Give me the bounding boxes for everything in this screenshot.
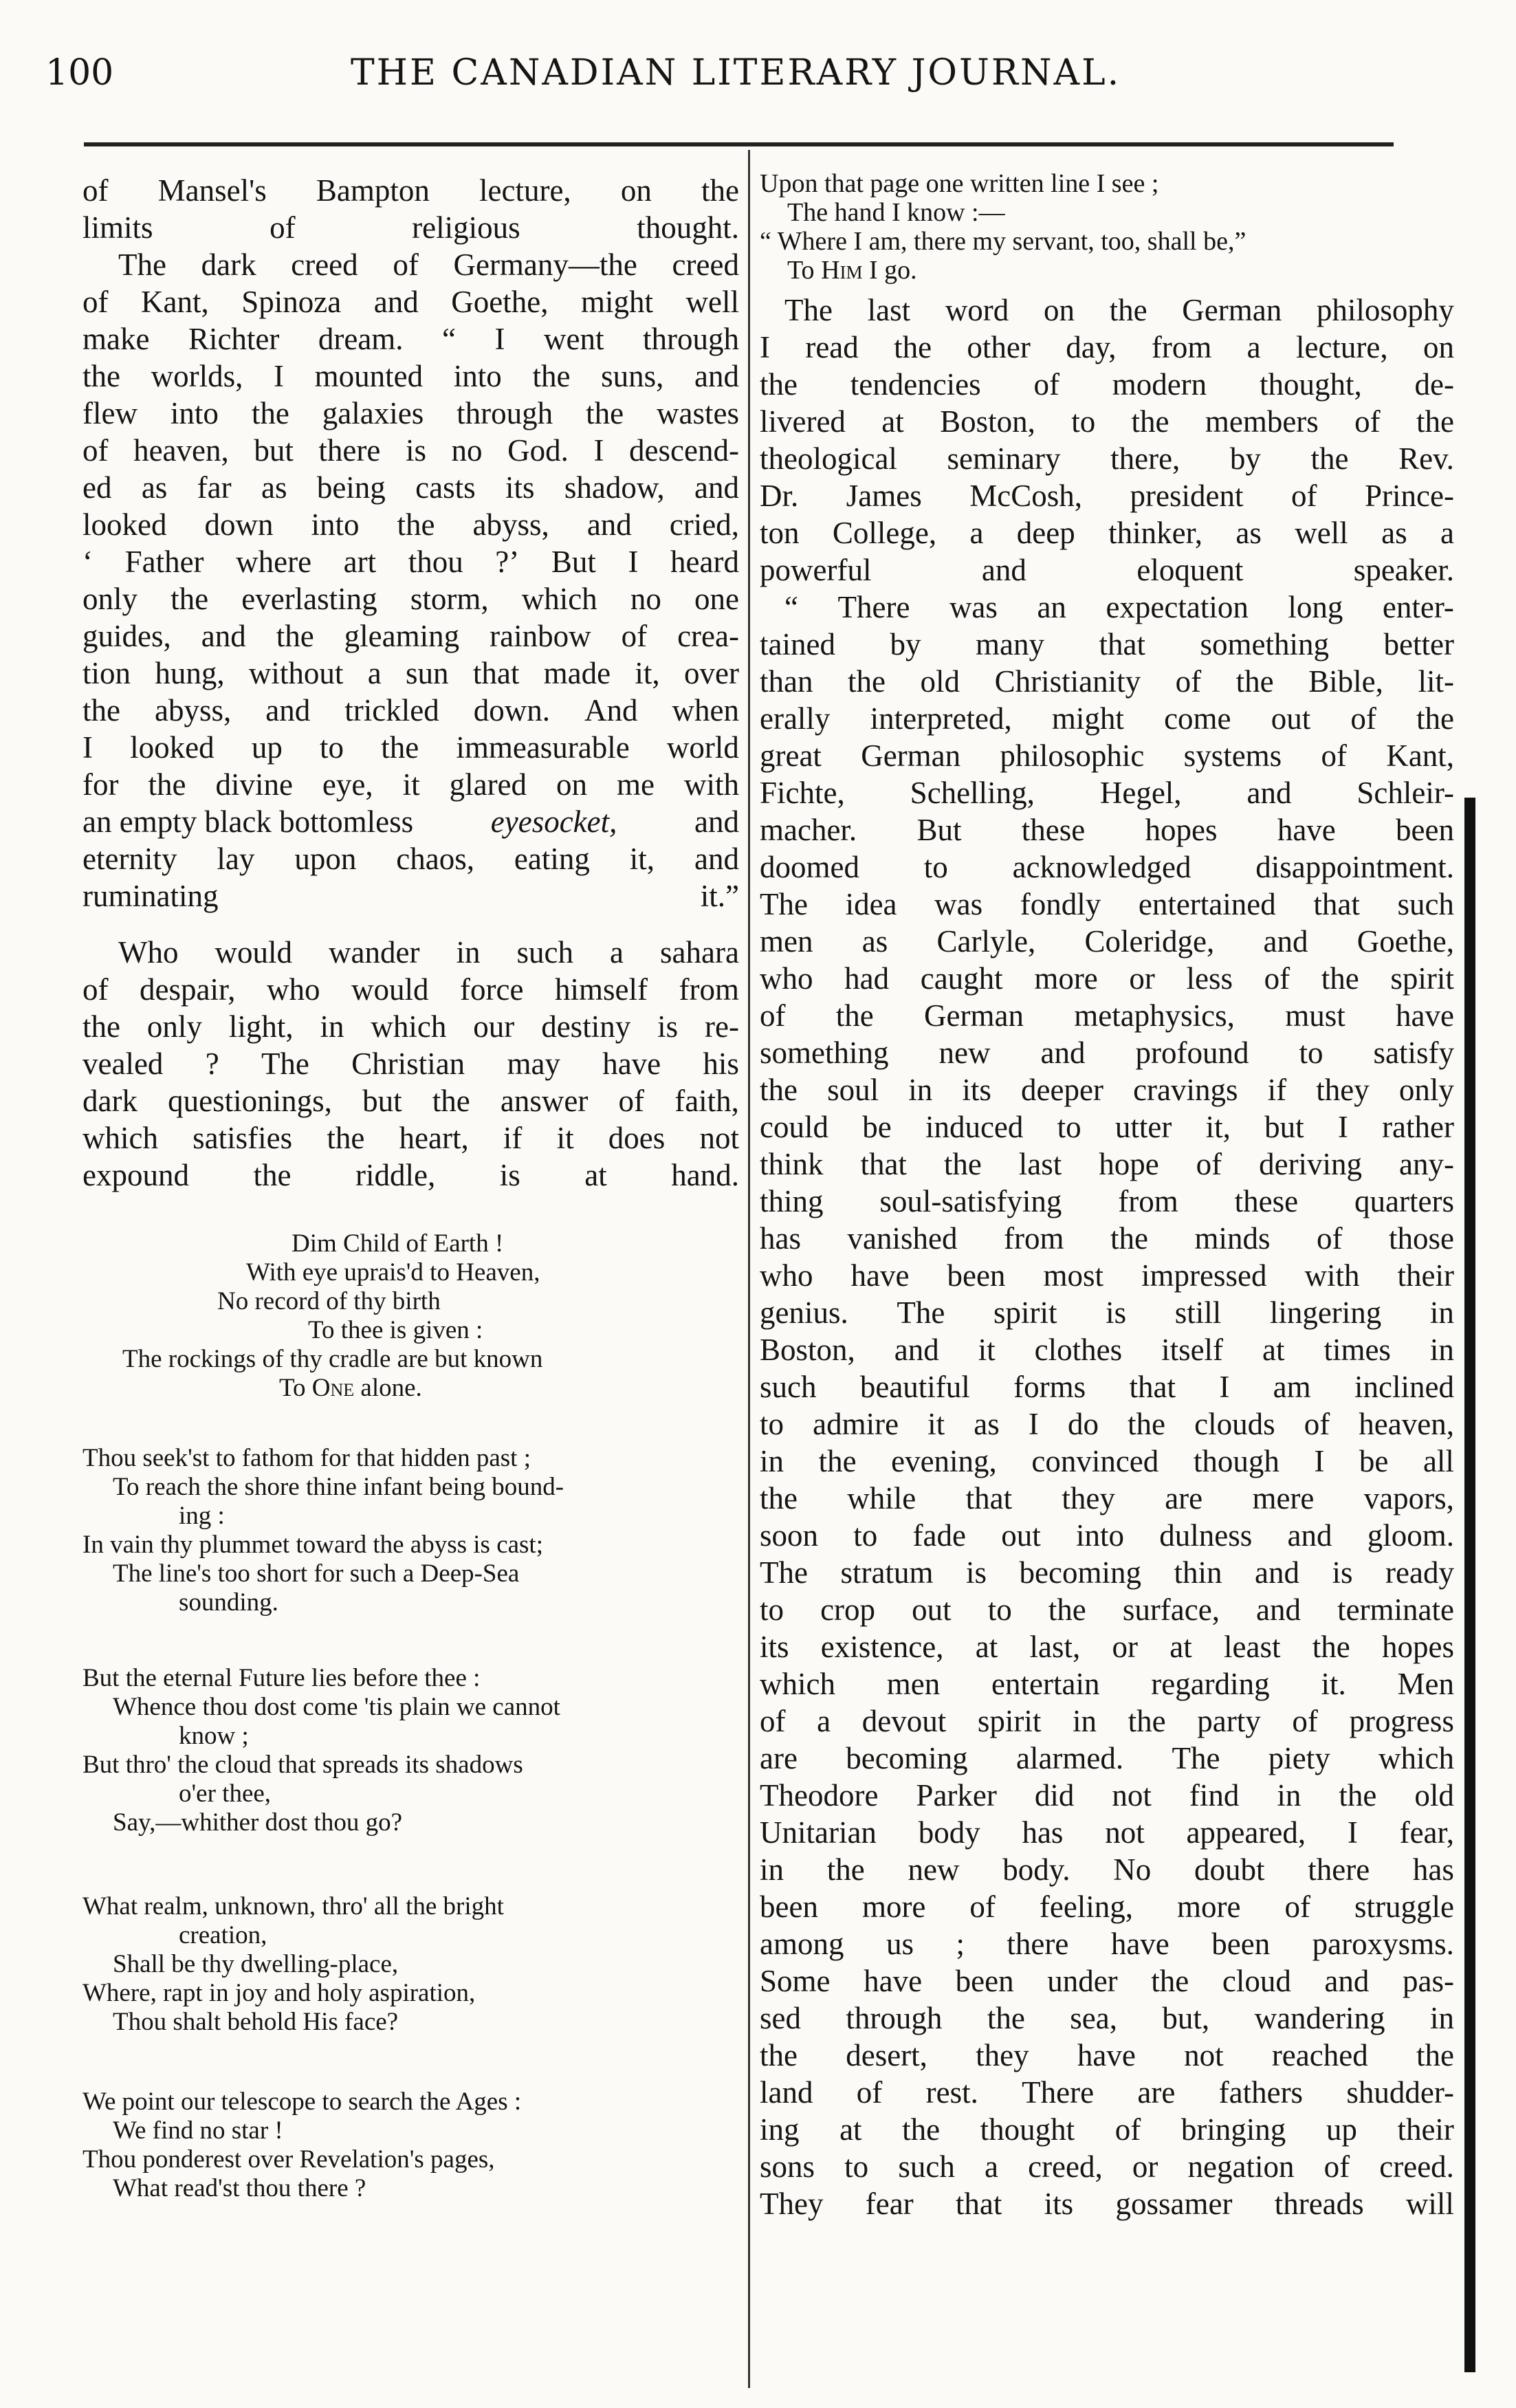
text-line: sons to such a creed, or negation of creed. — [760, 2149, 1454, 2184]
poem-word: To — [787, 256, 815, 285]
poem-stanza-5 — [83, 2088, 739, 2203]
poem-line: Upon that page one written line I see ; — [760, 169, 1159, 198]
poem-line: know ; — [179, 1722, 249, 1750]
poem-line: In vain thy plummet toward the abyss is cast; — [83, 1531, 543, 1559]
text-line: The dark creed of Germany—the creed — [118, 248, 739, 282]
text-line: think that the last hope of deriving any- — [760, 1147, 1454, 1181]
poem-line: Whence thou dost come 'tis plain we cannot — [113, 1693, 560, 1721]
poem-line: To reach the shore thine infant being bound- — [113, 1473, 564, 1501]
text-line: among us ; there have been paroxysms. — [760, 1927, 1454, 1961]
poem-line: “ Where I am, there my servant, too, shall be,” — [760, 227, 1246, 256]
text-fragment: and — [694, 805, 739, 839]
text-line: ed as far as being casts its shadow, and — [83, 470, 739, 505]
text-line: ing at the thought of bringing up their — [760, 2112, 1454, 2147]
text-line: The idea was fondly entertained that such — [760, 887, 1454, 921]
text-line: the only light, in which our destiny is re- — [83, 1009, 739, 1044]
text-line: the abyss, and trickled down. And when — [83, 693, 739, 727]
poem-line: The rockings of thy cradle are but known — [122, 1345, 543, 1373]
poem-line: Where, rapt in joy and holy aspiration, — [83, 1979, 476, 2007]
text-line: something new and profound to satisfy — [760, 1036, 1454, 1070]
text-line: of heaven, but there is no God. I descend- — [83, 433, 739, 468]
poem-line: Dim Child of Earth ! — [292, 1229, 504, 1258]
poem-line: To thee is given : — [308, 1316, 483, 1344]
poem-line: Say,—whither dost thou go? — [113, 1808, 403, 1837]
text-line: powerful and eloquent speaker. — [760, 553, 1454, 587]
page-number: 100 — [45, 52, 114, 94]
text-line: its existence, at last, or at least the hopes — [760, 1630, 1454, 1664]
poem-line: With eye uprais'd to Heaven, — [246, 1258, 540, 1287]
text-line: the while that they are mere vapors, — [760, 1481, 1454, 1515]
paragraph-sahara — [83, 934, 739, 1194]
paragraph-continued — [83, 172, 739, 246]
text-line: great German philosophic systems of Kant, — [760, 738, 1454, 773]
text-line: for the divine eye, it glared on me with — [83, 767, 739, 802]
text-line — [83, 803, 739, 840]
text-line: Fichte, Schelling, Hegel, and Schleir- — [760, 776, 1454, 810]
poem-line: The line's too short for such a Deep-Sea — [113, 1559, 520, 1588]
text-line: thing soul-satisfying from these quarters — [760, 1184, 1454, 1218]
text-line: ‘ Father where art thou ?’ But I heard — [83, 545, 739, 579]
text-line: been more of feeling, more of struggle — [760, 1890, 1454, 1924]
text-line: to admire it as I do the clouds of heaven, — [760, 1407, 1454, 1441]
text-line: I looked up to the immeasurable world — [83, 730, 739, 765]
text-line: The stratum is becoming thin and is ready — [760, 1555, 1454, 1590]
text-line: flew into the galaxies through the wastes — [83, 396, 739, 430]
text-line: of a devout spirit in the party of progress — [760, 1704, 1454, 1738]
poem-word: alone. — [360, 1374, 422, 1402]
text-line: the worlds, I mounted into the suns, and — [83, 359, 739, 393]
text-line: of the German metaphysics, must have — [760, 998, 1454, 1033]
text-line: vealed ? The Christian may have his — [83, 1047, 739, 1081]
paragraph-richter — [83, 246, 739, 915]
text-fragment: an empty black bottomless — [83, 805, 414, 839]
text-line: livered at Boston, to the members of the — [760, 404, 1454, 439]
text-line: men as Carlyle, Coleridge, and Goethe, — [760, 924, 1454, 959]
text-line: the desert, they have not reached the — [760, 2038, 1454, 2072]
text-line: I read the other day, from a lecture, on — [760, 330, 1454, 364]
text-line: Some have been under the cloud and pas- — [760, 1964, 1454, 1998]
poem-line: Thou ponderest over Revelation's pages, — [83, 2145, 495, 2174]
poem-line: But the eternal Future lies before thee : — [83, 1664, 481, 1692]
poem-line: The hand I know :— — [787, 198, 1005, 227]
poem-line: What realm, unknown, thro' all the bright — [83, 1892, 504, 1920]
text-line: who had caught more or less of the spirit — [760, 961, 1454, 996]
page-edge-bar — [1464, 798, 1475, 2372]
text-line: in the new body. No doubt there has — [760, 1852, 1454, 1887]
poem-stanza-4 — [83, 1892, 739, 2037]
text-line: to crop out to the surface, and terminate — [760, 1592, 1454, 1627]
poem-line: o'er thee, — [179, 1780, 272, 1808]
paragraph-quotation — [760, 589, 1454, 2222]
poem-line: Shall be thy dwelling-place, — [113, 1950, 399, 1978]
poem-line — [83, 1374, 739, 1403]
right-column — [760, 169, 1454, 2222]
text-line: in the evening, convinced though I be all — [760, 1444, 1454, 1478]
poem-smallcaps-word: Him — [821, 256, 863, 285]
text-line: ton College, a deep thinker, as well as a — [760, 516, 1454, 550]
poem-word: To — [279, 1374, 306, 1402]
paragraph-mccosh — [760, 292, 1454, 589]
text-line: of Mansel's Bampton lecture, on the — [83, 173, 739, 208]
text-line: who have been most impressed with their — [760, 1258, 1454, 1293]
poem-line: sounding. — [179, 1588, 278, 1617]
italic-word: eyesocket, — [490, 805, 617, 839]
text-line: guides, and the gleaming rainbow of crea- — [83, 619, 739, 653]
text-line: Who would wander in such a sahara — [118, 935, 739, 970]
poem-stanza-2 — [83, 1444, 739, 1617]
text-line: are becoming alarmed. The piety which — [760, 1741, 1454, 1775]
poem-quote — [760, 169, 1454, 285]
text-line: erally interpreted, might come out of the — [760, 701, 1454, 736]
text-line: the tendencies of modern thought, de- — [760, 367, 1454, 402]
text-line: They fear that its gossamer threads will — [760, 2187, 1454, 2221]
poem-stanza-1 — [83, 1229, 739, 1403]
poem-stanza-3 — [83, 1664, 739, 1837]
text-line: sed through the sea, but, wandering in — [760, 2001, 1454, 2035]
text-line: than the old Christianity of the Bible, lit- — [760, 664, 1454, 699]
poem-line: No record of thy birth — [217, 1287, 441, 1315]
column-divider — [748, 150, 750, 2388]
text-line: eternity lay upon chaos, eating it, and — [83, 842, 739, 876]
poem-smallcaps-word: One — [311, 1374, 355, 1402]
poem-line: What read'st thou there ? — [113, 2174, 366, 2202]
text-line: macher. But these hopes have been — [760, 813, 1454, 847]
text-line: soon to fade out into dulness and gloom. — [760, 1518, 1454, 1553]
text-line: tion hung, without a sun that made it, over — [83, 656, 739, 690]
text-line: dark questionings, but the answer of faith, — [83, 1084, 739, 1118]
text-line: looked down into the abyss, and cried, — [83, 507, 739, 542]
text-line: tained by many that something better — [760, 627, 1454, 661]
running-title: THE CANADIAN LITERARY JOURNAL. — [351, 52, 1121, 94]
poem-line: creation, — [179, 1921, 267, 1949]
text-line: Theodore Parker did not find in the old — [760, 1778, 1454, 1813]
poem-line: But thro' the cloud that spreads its shadows — [83, 1751, 523, 1779]
text-line: genius. The spirit is still lingering in — [760, 1295, 1454, 1330]
poem-line: We find no star ! — [113, 2116, 283, 2145]
text-line: Unitarian body has not appeared, I fear, — [760, 1815, 1454, 1850]
text-line: expound the riddle, is at hand. — [83, 1158, 739, 1192]
poem-line — [760, 256, 1454, 285]
text-line: of despair, who would force himself from — [83, 972, 739, 1007]
text-line: limits of religious thought. — [83, 210, 739, 245]
header-rule — [84, 142, 1394, 146]
text-line: land of rest. There are fathers shudder- — [760, 2075, 1454, 2110]
poem-line: Thou seek'st to fathom for that hidden past ; — [83, 1444, 531, 1472]
text-line: which satisfies the heart, if it does not — [83, 1121, 739, 1155]
text-line: theological seminary there, by the Rev. — [760, 441, 1454, 476]
text-line: Dr. James McCosh, president of Prince- — [760, 479, 1454, 513]
text-line: which men entertain regarding it. Men — [760, 1667, 1454, 1701]
text-line: ruminating it.” — [83, 879, 739, 913]
text-line: of Kant, Spinoza and Goethe, might well — [83, 285, 739, 319]
text-line: doomed to acknowledged disappointment. — [760, 850, 1454, 884]
text-line: “ There was an expectation long enter- — [784, 590, 1454, 624]
text-line: only the everlasting storm, which no one — [83, 582, 739, 616]
poem-line: ing : — [179, 1502, 225, 1530]
text-line: make Richter dream. “ I went through — [83, 322, 739, 356]
poem-line: Thou shalt behold His face? — [113, 2008, 399, 2036]
poem-line: We point our telescope to search the Ages : — [83, 2088, 522, 2116]
text-line: such beautiful forms that I am inclined — [760, 1370, 1454, 1404]
left-column — [83, 172, 739, 2203]
text-line: has vanished from the minds of those — [760, 1221, 1454, 1256]
text-line: the soul in its deeper cravings if they only — [760, 1073, 1454, 1107]
text-line: The last word on the German philosophy — [784, 293, 1454, 327]
text-line: Boston, and it clothes itself at times in — [760, 1333, 1454, 1367]
poem-word: I go. — [869, 256, 917, 285]
text-line: could be induced to utter it, but I rather — [760, 1110, 1454, 1144]
